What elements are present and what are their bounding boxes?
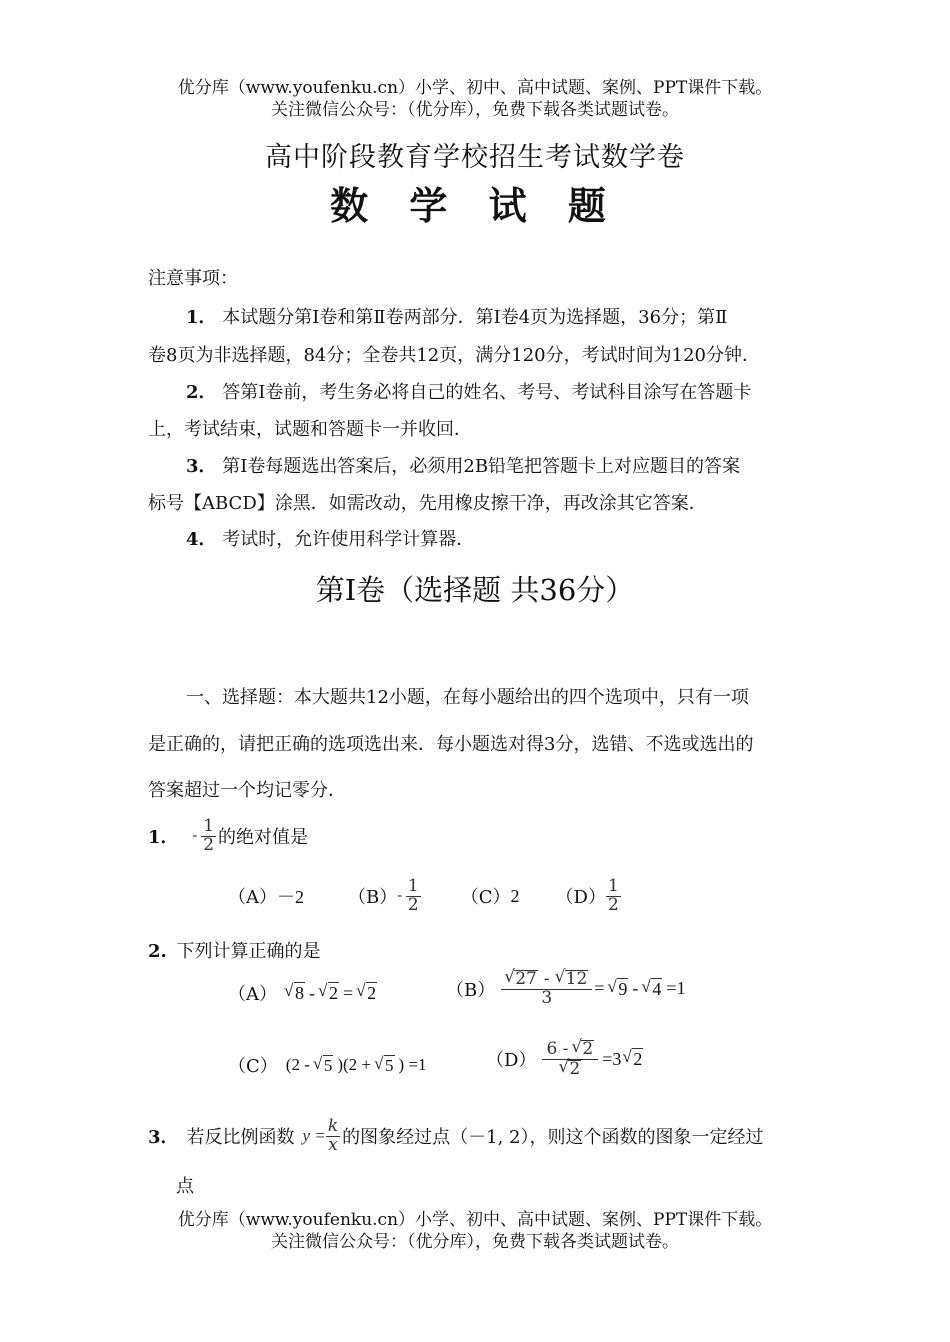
fraction (501, 970, 592, 1008)
sqrt: √ 5 (384, 1055, 395, 1076)
operator: - (543, 968, 550, 989)
notice-item-1 (186, 303, 727, 329)
expression-part: 6 - (546, 1038, 569, 1059)
question-text: 的绝对值是 (218, 827, 309, 849)
notice-item-number: 4． (186, 529, 217, 550)
header-line-1: 优分库（www.youfenku.cn）小学、初中、高中试题、案例、PPT课件下载。 (177, 78, 773, 98)
question-text-cont: 的图象经过点（－1, 2），则这个函数的图象一定经过 (342, 1127, 764, 1149)
operator: = (594, 978, 605, 999)
exam-title: 数 学 试 题 (330, 184, 620, 228)
notice-item-text: 答第Ⅰ卷前，考生务必将自己的姓名、考号、考试科目涂写在答题卡 (222, 382, 752, 403)
option-b-rhs (594, 978, 685, 1000)
notice-item-text: 本试题分第Ⅰ卷和第Ⅱ卷两部分．第Ⅰ卷4页为选择题，36分；第Ⅱ (222, 307, 728, 328)
option-b-label: （B） (446, 979, 496, 1001)
sqrt: √ 2 (328, 982, 339, 1004)
option-b-label: （B） (348, 887, 398, 909)
option-a-value: －2 (277, 887, 304, 908)
part-one-line-3: 答案超过一个均记零分． (148, 780, 346, 801)
question-1-options (228, 878, 621, 915)
expression-part: ) =1 (398, 1055, 427, 1074)
fraction (326, 1118, 340, 1155)
notice-item-2-cont: 上，考试结束，试题和答题卡一并收回． (148, 419, 472, 440)
fraction-denominator: 2 (407, 894, 419, 915)
fraction-denominator: 2 (203, 834, 215, 855)
option-c-label: （C） (460, 887, 511, 909)
fraction-denominator (542, 1059, 598, 1079)
question-3 (148, 1118, 763, 1155)
fraction-denominator: x (326, 1136, 340, 1155)
section-title: 第Ⅰ卷（选择题 共36分） (315, 573, 635, 607)
fraction (606, 878, 621, 915)
notice-item-3-cont: 标号【ABCD】涂黑．如需改动，先用橡皮擦干净，再改涂其它答案． (148, 493, 707, 514)
question-number: 1． (148, 827, 179, 849)
expression-part: )(2 + (337, 1055, 372, 1074)
option-a-expression (285, 982, 377, 1004)
operator: = (343, 982, 354, 1003)
sqrt: √ 12 (565, 970, 589, 989)
fraction-denominator: 3 (501, 989, 592, 1008)
notice-item-number: 3． (186, 456, 217, 477)
fraction-numerator (501, 970, 592, 989)
option-c (228, 1052, 427, 1078)
question-3-cont: 点 (176, 1176, 194, 1197)
option-a-label: （A） (228, 984, 277, 1005)
fraction (406, 878, 421, 915)
fraction-denominator: 2 (607, 894, 619, 915)
sqrt: √ 2 (568, 1060, 581, 1079)
fraction (542, 1040, 598, 1079)
minus-sign: - (397, 888, 402, 904)
option-d (486, 1040, 643, 1079)
fraction (201, 818, 216, 855)
notice-item-2 (186, 378, 751, 404)
sqrt: √ 4 (651, 978, 662, 1000)
option-c-expression (286, 1055, 427, 1076)
header-line-2: 关注微信公众号：（优分库），免费下载各类试题试卷。 (271, 100, 679, 120)
option-d-label: （D） (486, 1050, 537, 1072)
sqrt: √ 8 (294, 982, 305, 1004)
result: =1 (666, 978, 686, 999)
fraction-numerator: 1 (407, 876, 419, 896)
option-c-label: （C） (228, 1056, 278, 1077)
notice-item-number: 2． (186, 382, 217, 403)
sqrt: √ 2 (632, 1048, 643, 1070)
fraction-numerator (542, 1040, 598, 1059)
question-2 (148, 937, 321, 963)
sqrt: √ 5 (323, 1055, 334, 1076)
sqrt: √ 2 (581, 1040, 594, 1059)
function-lhs: y = (302, 1126, 326, 1146)
option-d-label: （D） (555, 887, 606, 909)
option-b (446, 970, 686, 1008)
part-one-line-1: 一、选择题：本大题共12小题，在每小题给出的四个选项中，只有一项 (186, 687, 749, 708)
option-a (228, 980, 377, 1006)
notice-item-text: 考试时，允许使用科学计算器． (222, 529, 475, 550)
fraction-numerator: 1 (203, 816, 215, 836)
sqrt: √ 2 (366, 982, 377, 1004)
option-d-rhs (602, 1048, 643, 1070)
option-c-value: 2 (510, 885, 520, 906)
notice-item-4 (186, 525, 474, 551)
operator: - (632, 978, 639, 999)
notice-item-text: 第Ⅰ卷每题选出答案后，必须用2B铅笔把答题卡上对应题目的答案 (222, 456, 741, 477)
question-number: 2. (148, 941, 167, 962)
notice-heading: 注意事项： (148, 268, 238, 289)
notice-item-3 (186, 452, 740, 478)
question-text: 若反比例函数 (186, 1127, 295, 1149)
option-a-label: （A） (228, 887, 277, 909)
expression-part: (2 - (285, 1055, 310, 1074)
footer-line-1: 优分库（www.youfenku.cn）小学、初中、高中试题、案例、PPT课件下载。 (177, 1210, 773, 1230)
fraction-numerator: 1 (607, 876, 619, 896)
operator: - (309, 982, 315, 1003)
operator: =3 (602, 1048, 622, 1069)
part-one-line-2: 是正确的，请把正确的选项选出来．每小题选对得3分，选错、不选或选出的 (148, 734, 754, 755)
question-1 (148, 818, 308, 855)
fraction-numerator: k (327, 1116, 339, 1136)
minus-sign: - (192, 828, 198, 844)
notice-item-1-cont: 卷8页为非选择题，84分；全卷共12页，满分120分，考试时间为120分钟． (148, 345, 760, 366)
sqrt: √ 27 (514, 970, 538, 989)
notice-item-number: 1． (186, 307, 217, 328)
question-number: 3． (148, 1127, 179, 1149)
footer-line-2: 关注微信公众号：（优分库），免费下载各类试题试卷。 (271, 1232, 679, 1252)
sqrt: √ 9 (617, 978, 628, 1000)
exam-subtitle: 高中阶段教育学校招生考试数学卷 (265, 142, 685, 173)
question-text: 下列计算正确的是 (176, 941, 321, 962)
